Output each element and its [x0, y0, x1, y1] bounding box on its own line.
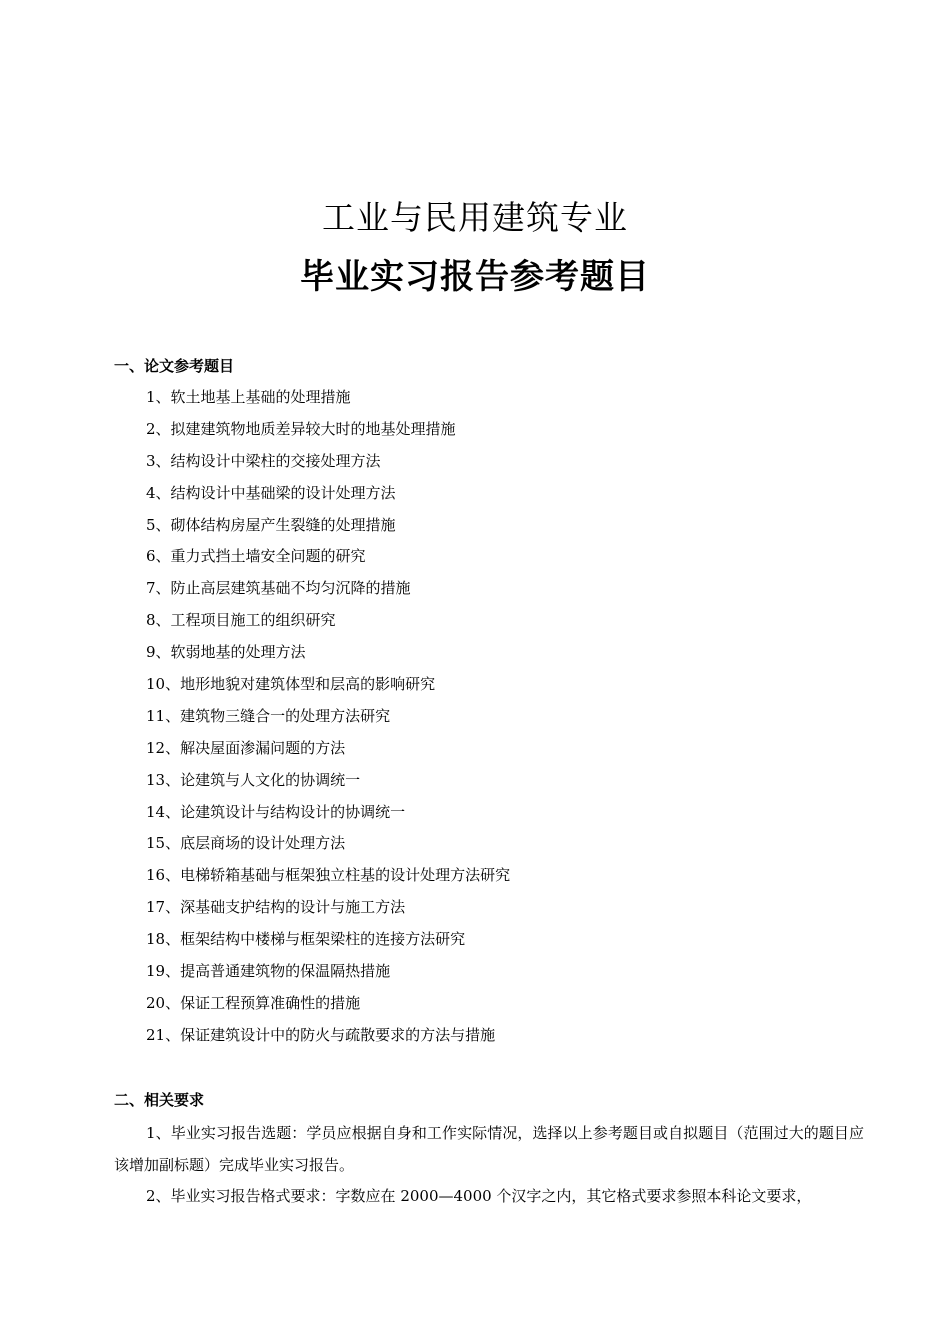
requirement-paragraph: 1、毕业实习报告选题：学员应根据自身和工作实际情况，选择以上参考题目或自拟题目（范围过大的题目应该增加副标题）完成毕业实习报告。	[114, 1124, 864, 1174]
requirement-paragraph: 2、毕业实习报告格式要求：字数应在 2000—4000 个汉字之内，其它格式要求参照本科论文要求，	[146, 1187, 812, 1205]
topic-item: 13、论建筑与人文化的协调统一	[146, 770, 361, 789]
topic-item: 20、保证工程预算准确性的措施	[146, 993, 361, 1012]
topic-item: 9、软弱地基的处理方法	[146, 643, 306, 662]
section-heading-topics: 一、论文参考题目	[114, 357, 235, 375]
topic-item: 18、框架结构中楼梯与框架梁柱的连接方法研究	[146, 930, 466, 949]
section-heading-requirements: 二、相关要求	[114, 1091, 205, 1109]
topic-item: 2、拟建建筑物地质差异较大时的地基处理措施	[146, 419, 456, 438]
topic-item: 7、防止高层建筑基础不均匀沉降的措施	[146, 579, 411, 598]
topic-item: 16、电梯轿箱基础与框架独立柱基的设计处理方法研究	[146, 866, 511, 885]
topic-item: 6、重力式挡土墙安全问题的研究	[146, 547, 366, 566]
topic-item: 19、提高普通建筑物的保温隔热措施	[146, 962, 391, 981]
topic-item: 8、工程项目施工的组织研究	[146, 611, 336, 630]
topic-item: 12、解决屋面渗漏问题的方法	[146, 738, 346, 757]
document-title-line1: 工业与民用建筑专业	[322, 198, 628, 237]
topic-item: 11、建筑物三缝合一的处理方法研究	[146, 706, 391, 725]
topic-item: 15、底层商场的设计处理方法	[146, 834, 346, 853]
topic-item: 1、软土地基上基础的处理措施	[146, 388, 351, 406]
topic-item: 17、深基础支护结构的设计与施工方法	[146, 898, 406, 917]
document-title-line2: 毕业实习报告参考题目	[300, 257, 650, 297]
topic-item: 4、结构设计中基础梁的设计处理方法	[146, 483, 396, 502]
topic-item: 10、地形地貌对建筑体型和层高的影响研究	[146, 675, 436, 694]
topic-item: 14、论建筑设计与结构设计的协调统一	[146, 802, 406, 821]
topic-item: 21、保证建筑设计中的防火与疏散要求的方法与措施	[146, 1025, 496, 1044]
topic-list	[146, 386, 510, 1056]
topic-item: 5、砌体结构房屋产生裂缝的处理措施	[146, 515, 396, 534]
topic-item: 3、结构设计中梁柱的交接处理方法	[146, 451, 381, 470]
